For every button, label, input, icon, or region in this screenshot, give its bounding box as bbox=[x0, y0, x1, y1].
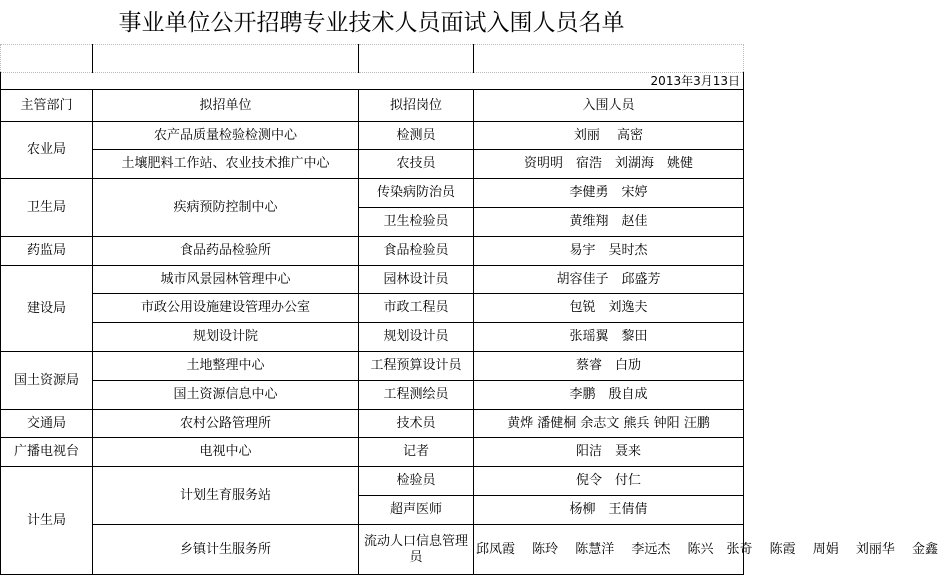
table-row bbox=[1, 237, 744, 266]
people-cell[interactable]: 杨柳 王倩倩 bbox=[474, 496, 744, 525]
people-cell[interactable]: 邱凤霞 陈玲 陈慧洋 李远杰 陈兴 张奇 陈霞 周娟 刘丽华 金鑫 bbox=[474, 525, 744, 575]
post-cell[interactable]: 卫生检验员 bbox=[359, 208, 474, 237]
people-cell[interactable]: 蔡睿 白劢 bbox=[474, 352, 744, 381]
post-cell[interactable]: 检验员 bbox=[359, 467, 474, 496]
dept-cell[interactable]: 计生局 bbox=[1, 467, 93, 575]
dept-cell[interactable]: 交通局 bbox=[1, 410, 93, 438]
unit-cell[interactable]: 市政公用设施建设管理办公室 bbox=[93, 294, 359, 323]
table-row bbox=[1, 381, 744, 410]
people-cell[interactable]: 李鹏 殷自成 bbox=[474, 381, 744, 410]
people-cell[interactable]: 倪令 付仁 bbox=[474, 467, 744, 496]
post-cell[interactable]: 规划设计员 bbox=[359, 323, 474, 352]
date-row bbox=[1, 73, 744, 90]
unit-cell[interactable]: 国土资源信息中心 bbox=[93, 381, 359, 410]
table-row bbox=[1, 467, 744, 496]
table-row bbox=[1, 266, 744, 294]
people-cell[interactable]: 张瑶翼 黎田 bbox=[474, 323, 744, 352]
cell[interactable] bbox=[359, 45, 474, 73]
header-people[interactable]: 入围人员 bbox=[474, 90, 744, 122]
dept-cell[interactable]: 广播电视台 bbox=[1, 438, 93, 467]
table-row bbox=[1, 294, 744, 323]
unit-cell[interactable]: 规划设计院 bbox=[93, 323, 359, 352]
table-row bbox=[1, 179, 744, 208]
blank-row bbox=[1, 45, 744, 73]
post-cell[interactable]: 园林设计员 bbox=[359, 266, 474, 294]
table-row bbox=[1, 525, 744, 575]
post-cell[interactable]: 农技员 bbox=[359, 150, 474, 179]
unit-cell[interactable]: 疾病预防控制中心 bbox=[93, 179, 359, 237]
dept-cell[interactable]: 卫生局 bbox=[1, 179, 93, 237]
post-cell[interactable]: 流动人口信息管理员 bbox=[359, 525, 474, 575]
people-cell[interactable]: 阳洁 聂来 bbox=[474, 438, 744, 467]
cell[interactable] bbox=[474, 45, 744, 73]
post-cell[interactable]: 食品检验员 bbox=[359, 237, 474, 266]
unit-cell[interactable]: 城市风景园林管理中心 bbox=[93, 266, 359, 294]
people-cell[interactable]: 资明明 宿浩 刘湖海 姚健 bbox=[474, 150, 744, 179]
date-cell[interactable]: 2013年3月13日 bbox=[1, 73, 744, 90]
cell[interactable] bbox=[93, 45, 359, 73]
table-row bbox=[1, 323, 744, 352]
unit-cell[interactable]: 农村公路管理所 bbox=[93, 410, 359, 438]
unit-cell[interactable]: 计划生育服务站 bbox=[93, 467, 359, 525]
unit-cell[interactable]: 农产品质量检验检测中心 bbox=[93, 122, 359, 150]
header-row bbox=[1, 90, 744, 122]
post-cell[interactable]: 检测员 bbox=[359, 122, 474, 150]
header-unit[interactable]: 拟招单位 bbox=[93, 90, 359, 122]
dept-cell[interactable]: 药监局 bbox=[1, 237, 93, 266]
post-cell[interactable]: 市政工程员 bbox=[359, 294, 474, 323]
table-row bbox=[1, 410, 744, 438]
people-cell[interactable]: 黄烨 潘健桐 余志文 熊兵 钟阳 汪鹏 bbox=[474, 410, 744, 438]
people-cell[interactable]: 黄维翔 赵佳 bbox=[474, 208, 744, 237]
unit-cell[interactable]: 乡镇计生服务所 bbox=[93, 525, 359, 575]
table-row bbox=[1, 352, 744, 381]
post-cell[interactable]: 技术员 bbox=[359, 410, 474, 438]
roster-table bbox=[0, 44, 938, 575]
dept-cell[interactable]: 建设局 bbox=[1, 266, 93, 352]
unit-cell[interactable]: 食品药品检验所 bbox=[93, 237, 359, 266]
table-row bbox=[1, 438, 744, 467]
dept-cell[interactable]: 农业局 bbox=[1, 122, 93, 179]
people-cell[interactable]: 易宇 吴时杰 bbox=[474, 237, 744, 266]
post-cell[interactable]: 记者 bbox=[359, 438, 474, 467]
post-cell[interactable]: 工程测绘员 bbox=[359, 381, 474, 410]
cell[interactable] bbox=[1, 45, 93, 73]
dept-cell[interactable]: 国土资源局 bbox=[1, 352, 93, 410]
people-cell[interactable]: 李健勇 宋婷 bbox=[474, 179, 744, 208]
post-cell[interactable]: 传染病防治员 bbox=[359, 179, 474, 208]
post-cell[interactable]: 工程预算设计员 bbox=[359, 352, 474, 381]
unit-cell[interactable]: 土壤肥料工作站、农业技术推广中心 bbox=[93, 150, 359, 179]
header-dept[interactable]: 主管部门 bbox=[1, 90, 93, 122]
sheet-title: 事业单位公开招聘专业技术人员面试入围人员名单 bbox=[118, 10, 625, 36]
table-row bbox=[1, 122, 744, 150]
table-row bbox=[1, 150, 744, 179]
people-cell[interactable]: 胡容佳子 邱盛芳 bbox=[474, 266, 744, 294]
unit-cell[interactable]: 电视中心 bbox=[93, 438, 359, 467]
unit-cell[interactable]: 土地整理中心 bbox=[93, 352, 359, 381]
post-cell[interactable]: 超声医师 bbox=[359, 496, 474, 525]
people-cell[interactable]: 刘丽 高密 bbox=[474, 122, 744, 150]
header-post[interactable]: 拟招岗位 bbox=[359, 90, 474, 122]
people-cell[interactable]: 包锐 刘逸夫 bbox=[474, 294, 744, 323]
